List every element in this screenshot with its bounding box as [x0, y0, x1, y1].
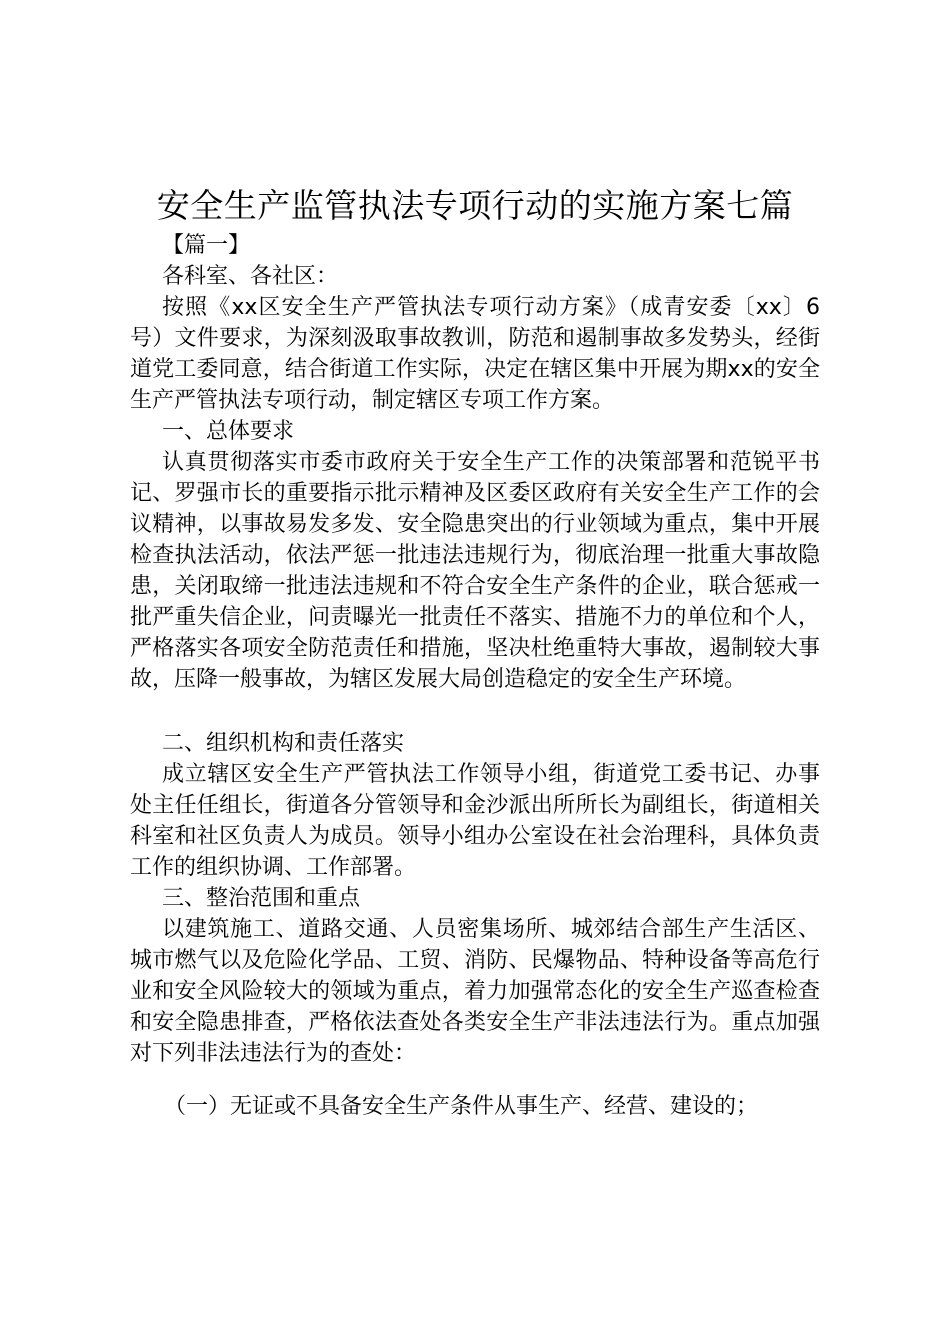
- section-label: 【篇一】: [162, 233, 251, 258]
- list-item-1: （一）无证或不具备安全生产条件从事生产、经营、建设的；: [164, 1094, 759, 1119]
- section-heading-3: 三、整治范围和重点: [162, 886, 361, 911]
- body-paragraph-3: 以建筑施工、道路交通、人员密集场所、城郊结合部生产生活区、城市燃气以及危险化学品、工贸、消防、民爆物品、特种设备等高危行业和安全风险较大的领域为重点，着力加强常态化的安全生产巡查检查和安全隐患排查，严格依法查处各类安全生产非法违法行为。重点加强对下列非法违法行为的查处：: [130, 917, 820, 1066]
- section-heading-1: 一、总体要求: [162, 419, 295, 444]
- document-body: [130, 230, 820, 1122]
- paragraph-spacer: [130, 695, 820, 728]
- section-heading-2: 二、组织机构和责任落实: [162, 731, 405, 756]
- body-paragraph-2: 成立辖区安全生产严管执法工作领导小组，街道党工委书记、办事处主任任组长，街道各分管领导和金沙派出所所长为副组长，街道相关科室和社区负责人为成员。领导小组办公室设在社会治理科，具体负责工作的组织协调、工作部署。: [130, 762, 820, 880]
- salutation: 各科室、各社区：: [162, 264, 339, 289]
- intro-paragraph: 按照《xx区安全生产严管执法专项行动方案》（成青安委〔xx〕6号）文件要求，为深刻汲取事故教训，防范和遏制事故多发势头，经街道党工委同意，结合街道工作实际，决定在辖区集中开展为期xx的安全生产严管执法专项行动，制定辖区专项工作方案。: [130, 295, 820, 413]
- body-paragraph-1: 认真贯彻落实市委市政府关于安全生产工作的决策部署和范锐平书记、罗强市长的重要指示批示精神及区委区政府有关安全生产工作的会议精神，以事故易发多发、安全隐患突出的行业领域为重点，集中开展检查执法活动，依法严惩一批违法违规行为，彻底治理一批重大事故隐患，关闭取缔一批违法违规和不符合安全生产条件的企业，联合惩戒一批严重失信企业，问责曝光一批责任不落实、措施不力的单位和个人，严格落实各项安全防范责任和措施，坚决杜绝重特大事故，遏制较大事故，压降一般事故，为辖区发展大局创造稳定的安全生产环境。: [130, 450, 820, 692]
- document-title: 安全生产监管执法专项行动的实施方案七篇: [156, 186, 794, 225]
